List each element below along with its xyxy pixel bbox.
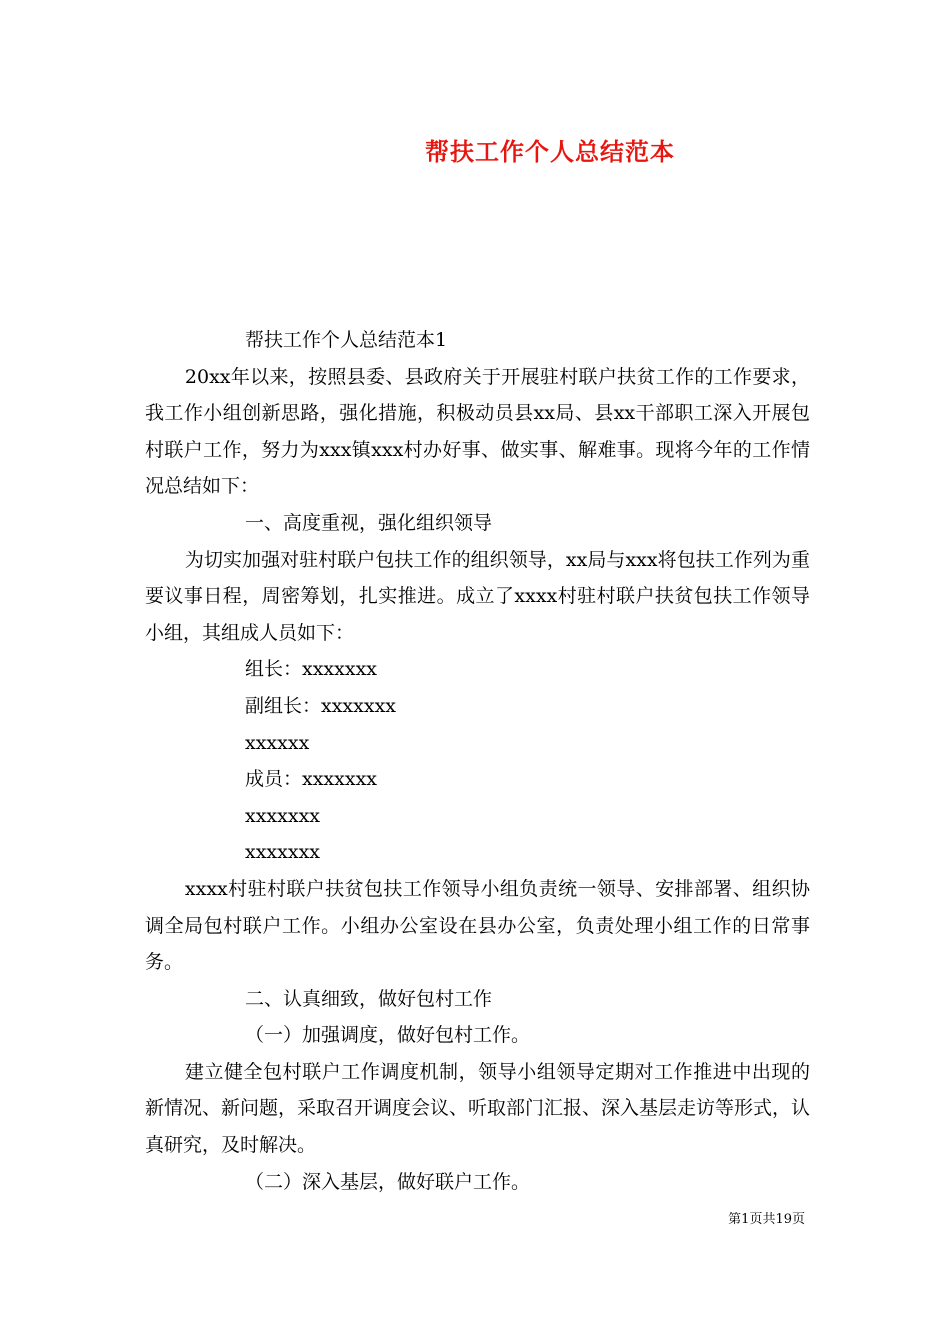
document-body [145,322,810,1200]
member-line: 组长：xxxxxxx [245,658,378,681]
document-title: 帮扶工作个人总结范本 [425,137,675,166]
section-heading: 一、高度重视，强化组织领导 [245,511,493,534]
member-line: xxxxxxx [245,841,321,864]
section-heading: 帮扶工作个人总结范本1 [245,329,448,351]
paragraph: 建立健全包村联户工作调度机制，领导小组领导定期对工作推进中出现的新情况、新问题，采取召开调度会议、听取部门汇报、深入基层走访等形式，认真研究，及时解决。 [145,1060,811,1157]
paragraph: xxxx村驻村联户扶贫包扶工作领导小组负责统一领导、安排部署、组织协调全局包村联户工作。小组办公室设在县办公室，负责处理小组工作的日常事务。 [145,877,810,974]
paragraph: 20xx年以来，按照县委、县政府关于开展驻村联户扶贫工作的工作要求，我工作小组创新思路，强化措施，积极动员县xx局、县xx干部职工深入开展包村联户工作，努力为xxx镇xxx村办好事、做实事、解难事。现将今年的工作情况总结如下： [145,365,810,498]
member-line: 副组长：xxxxxxx [245,694,397,717]
subsection-heading: （二）深入基层，做好联户工作。 [245,1170,531,1193]
member-line: xxxxxxx [245,804,321,827]
subsection-heading: （一）加强调度，做好包村工作。 [245,1024,531,1047]
section-heading: 二、认真细致，做好包村工作 [245,987,493,1010]
paragraph: 为切实加强对驻村联户包扶工作的组织领导，xx局与xxx将包扶工作列为重要议事日程，周密筹划，扎实推进。成立了xxxx村驻村联户扶贫包扶工作领导小组，其组成人员如下： [145,548,810,644]
page-number: 第1页共19页 [728,1212,805,1227]
member-line: xxxxxx [245,731,310,754]
member-line: 成员：xxxxxxx [245,768,378,791]
